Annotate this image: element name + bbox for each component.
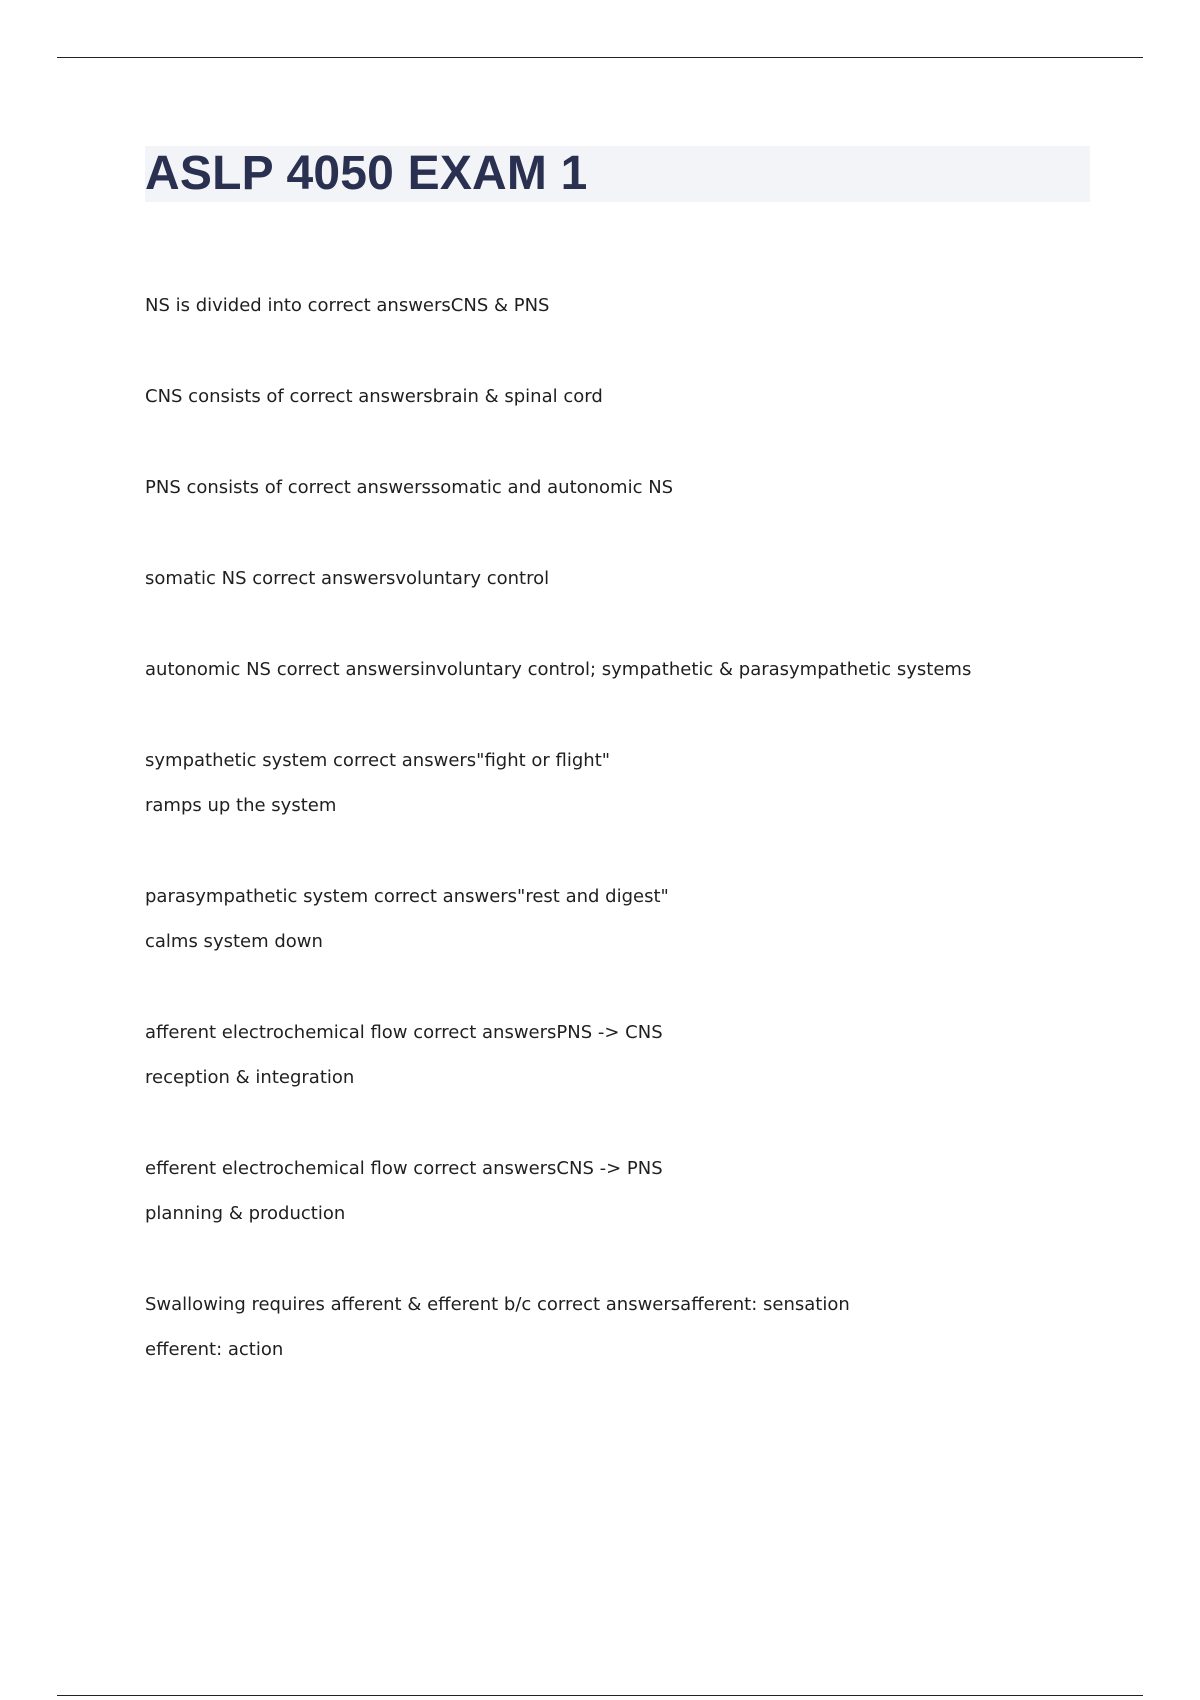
- qa-line: efferent electrochemical flow correct answersCNS -> PNS: [145, 1158, 663, 1179]
- qa-line: parasympathetic system correct answers"rest and digest": [145, 886, 669, 907]
- qa-line: calms system down: [145, 931, 323, 952]
- qa-entry-6: [145, 738, 610, 828]
- qa-line: NS is divided into correct answersCNS & PNS: [145, 295, 550, 316]
- qa-line: autonomic NS correct answersinvoluntary control; sympathetic & parasympathetic systems: [145, 659, 972, 680]
- qa-line: reception & integration: [145, 1067, 355, 1088]
- document-title: ASLP 4050 EXAM 1: [145, 147, 588, 200]
- qa-entry-10: [145, 1282, 850, 1372]
- qa-entry-7: [145, 874, 669, 964]
- qa-line: PNS consists of correct answerssomatic and autonomic NS: [145, 477, 674, 498]
- qa-entry-5: [145, 647, 971, 692]
- top-rule: [57, 57, 1143, 58]
- qa-entry-1: [145, 283, 549, 328]
- qa-line: somatic NS correct answersvoluntary control: [145, 568, 550, 589]
- qa-entry-2: [145, 374, 603, 419]
- qa-line: afferent electrochemical flow correct answersPNS -> CNS: [145, 1022, 663, 1043]
- bottom-rule: [57, 1695, 1143, 1696]
- qa-line: sympathetic system correct answers"fight or flight": [145, 750, 611, 771]
- qa-line: Swallowing requires afferent & efferent b/c correct answersafferent: sensation: [145, 1294, 850, 1315]
- qa-entry-8: [145, 1010, 663, 1100]
- qa-line: CNS consists of correct answersbrain & spinal cord: [145, 386, 603, 407]
- qa-entry-3: [145, 465, 673, 510]
- qa-line: planning & production: [145, 1203, 346, 1224]
- qa-line: efferent: action: [145, 1339, 284, 1360]
- qa-entry-4: [145, 556, 549, 601]
- qa-line: ramps up the system: [145, 795, 337, 816]
- qa-entry-9: [145, 1146, 663, 1236]
